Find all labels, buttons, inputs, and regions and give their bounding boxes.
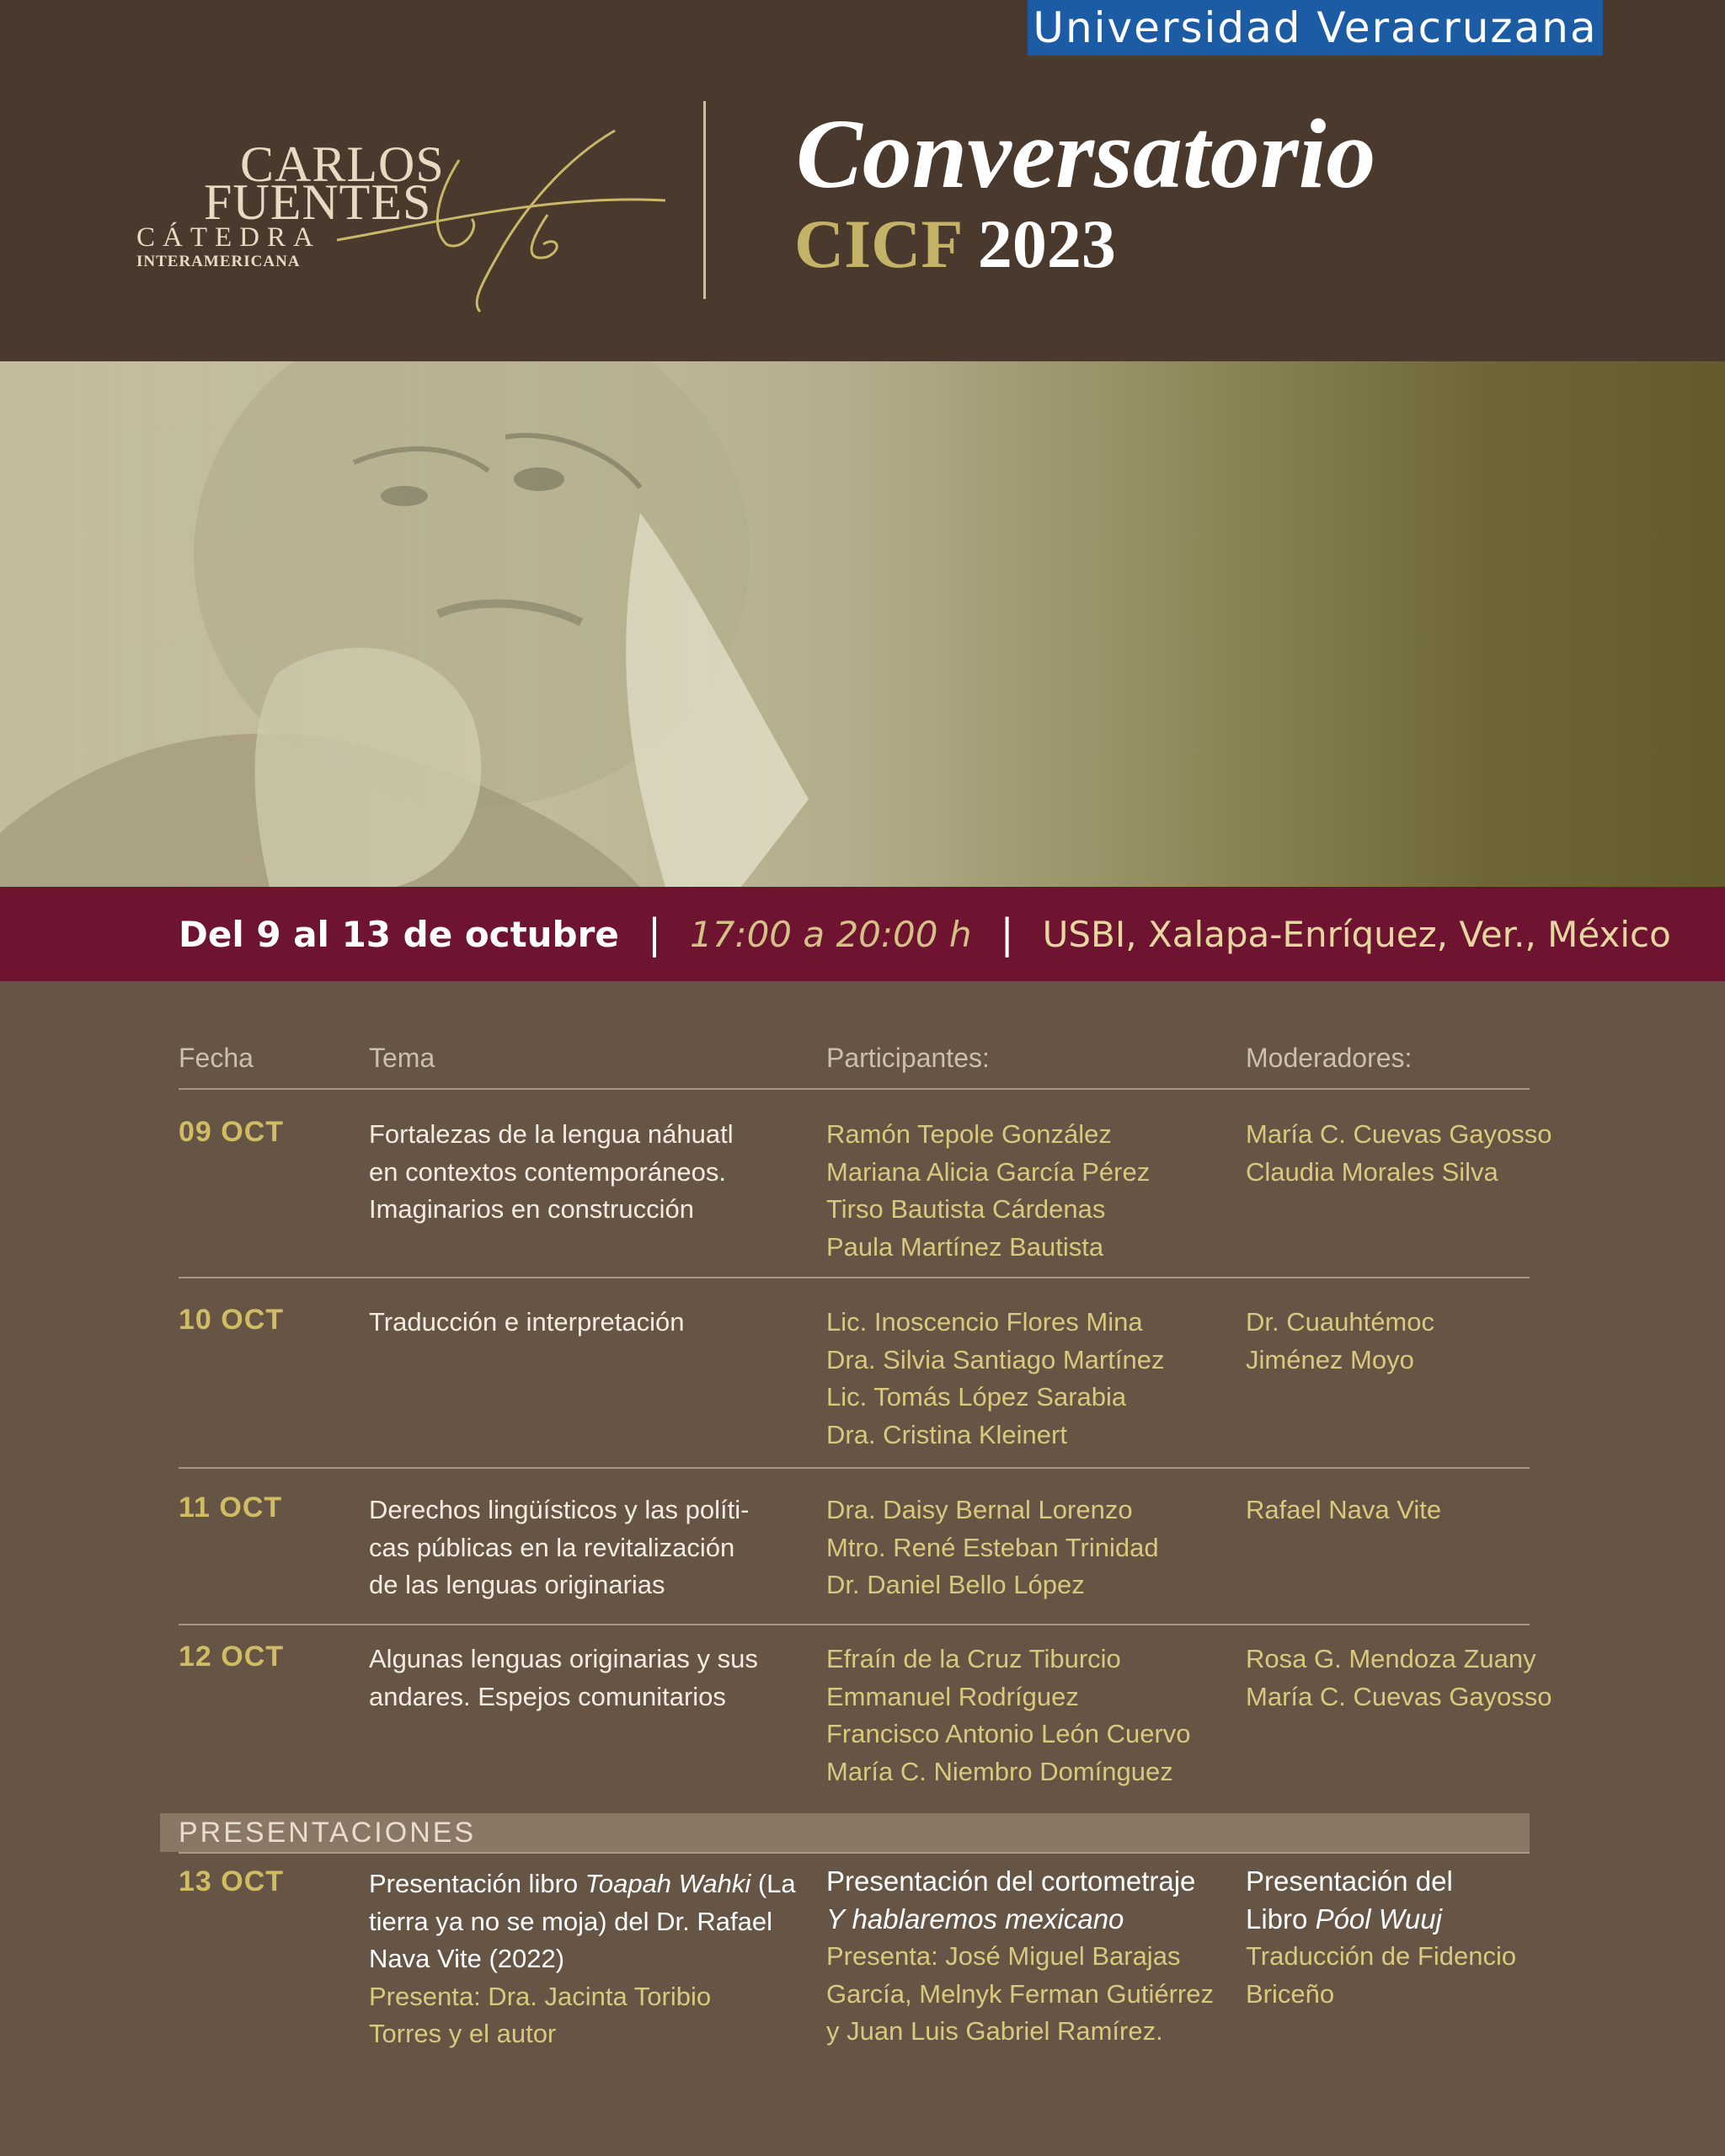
table-rule: [179, 1277, 1530, 1278]
row-participants: Efraín de la Cruz Tiburcio Emmanuel Rodríguez Francisco Antonio León Cuervo María C. Niembro Domínguez: [826, 1644, 1191, 1786]
row-moderators: María C. Cuevas Gayosso Claudia Morales Silva: [1246, 1119, 1552, 1187]
event-hours: 17:00 a 20:00 h: [689, 913, 972, 955]
portrait-silhouette-icon: [0, 361, 1725, 887]
logo-catedra: CÁTEDRA: [136, 222, 321, 253]
table-rule: [179, 1467, 1530, 1469]
logo-carlos: CARLOS: [240, 136, 445, 192]
event-dates: Del 9 al 13 de octubre: [179, 913, 619, 955]
header-participantes: Participantes:: [826, 1043, 990, 1073]
logo-fuentes: FUENTES: [204, 174, 432, 230]
row-topic: Derechos lingüísticos y las políti- cas públicas en la revitalización de las lenguas originarias: [369, 1495, 750, 1599]
header-fecha: Fecha: [179, 1043, 254, 1073]
catedra-logo: [126, 126, 682, 320]
row-participants: Dra. Daisy Bernal Lorenzo Mtro. René Esteban Trinidad Dr. Daniel Bello López: [826, 1495, 1159, 1599]
event-subtitle: [794, 202, 1116, 286]
row-moderators: Dr. Cuauhtémoc Jiménez Moyo: [1246, 1307, 1434, 1374]
event-year: 2023: [977, 205, 1116, 282]
row-topic: Algunas lenguas originarias y sus andares. Espejos comunitarios: [369, 1644, 758, 1711]
presentaciones-band: [160, 1813, 1530, 1852]
presentaciones-title: PRESENTACIONES: [179, 1816, 477, 1849]
book-presentation-2: Presentación del Libro Póol Wuuj Traducción de Fidencio Briceño: [1246, 1865, 1517, 2009]
row-topic: Fortalezas de la lengua náhuatl en contextos contemporáneos. Imaginarios en construcción: [369, 1119, 734, 1224]
table-rule: [179, 1852, 1530, 1854]
row-participants: Lic. Inoscencio Flores Mina Dra. Silvia Santiago Martínez Lic. Tomás López Sarabia Dra. Cristina Kleinert: [826, 1307, 1165, 1449]
row-date: 11 OCT: [179, 1492, 283, 1524]
table-rule: [179, 1624, 1530, 1625]
info-separator: |: [647, 910, 661, 958]
row-date: 10 OCT: [179, 1304, 285, 1336]
event-place: USBI, Xalapa-Enríquez, Ver., México: [1042, 913, 1671, 955]
logo-interamericana: INTERAMERICANA: [136, 253, 301, 270]
author-photo: [0, 361, 1725, 887]
header-divider: [703, 101, 706, 299]
row-date: 12 OCT: [179, 1641, 285, 1673]
event-acronym: CICF: [794, 205, 961, 282]
table-rule: [179, 1088, 1530, 1090]
row-topic: Traducción e interpretación: [369, 1307, 685, 1337]
film-presentation: Presentación del cortometraje Y hablaremos mexicano Presenta: José Miguel Barajas García, Melnyk Ferman Gutiérrez y Juan Luis Gabriel Ramírez.: [826, 1865, 1214, 2046]
row-date: 09 OCT: [179, 1116, 285, 1148]
university-badge: Universidad Veracruzana: [1028, 0, 1603, 56]
header-tema: Tema: [369, 1043, 435, 1073]
event-info-bar: [0, 887, 1725, 981]
info-separator: |: [1000, 910, 1014, 958]
header-moderadores: Moderadores:: [1246, 1043, 1413, 1073]
row-moderators: Rosa G. Mendoza Zuany María C. Cuevas Gayosso: [1246, 1644, 1552, 1711]
row-moderators: Rafael Nava Vite: [1246, 1495, 1442, 1524]
event-title: Conversatorio: [796, 99, 1376, 209]
book-presentation-1: Presentación libro Toapah Wahki (La tierra ya no se moja) del Dr. Rafael Nava Vite (2022) Presenta: Dra. Jacinta Toribio Torres y el autor: [369, 1869, 796, 2048]
presentaciones-date: 13 OCT: [179, 1865, 285, 1897]
row-participants: Ramón Tepole González Mariana Alicia García Pérez Tirso Bautista Cárdenas Paula Martínez Bautista: [826, 1119, 1151, 1262]
